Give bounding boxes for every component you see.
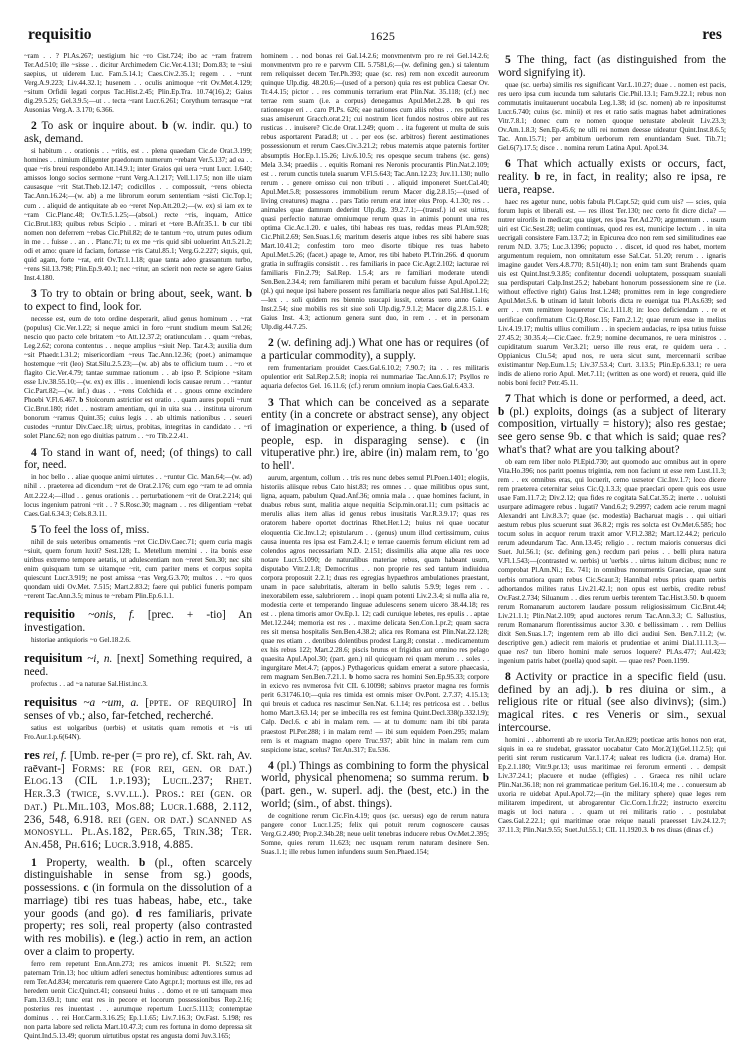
sense-heading: 3 To try to obtain or bring about, seek, want. b to expect to find, look for. xyxy=(24,286,252,313)
sense-heading: 6 That which actually exists or occurs, fact, reality. b re, in fact, in reality; also re ipsa, re uera, reapse. xyxy=(498,157,726,196)
citation-block: haec res agetur nunc, uobis fabula Pl.Capt.52; quid cum uis? — scies, quia forum lupis et liberali est. — res illost Ter.130; nec certo fit dicre dicla? — nutrer uirorils in medicat; qua uiget, res ipsa Ter.Ad.270; argumentum . . usum uiri est Cic.Sest.28; uelim continuas, quod res est, municipe lectum . . in uita uecrigali consistere Fam.13.7.2; in Epicurea dco non rem sed similitudines eae rerum N.D. 3.75; Luc.3.1396; popucto . . discet, id quod res habet, mortem argumentum requiem, non omnitatum esse Sal.Cat. 51.20; rerum . . ignaris imagine gaudet Vers.4.8.770; 8.51(40).1; non enim tam sunt Brahends quam uis est Quint.Inst.9.3.85; confitentur docendi uoluptatem, possquam suauiali sua perdisputari Calp.Inst.25.2; habebant honorum possessionem sine re (i.e. without effective right) Gaius Inst.1.248; promittes rem in lege congrediere Apul.Met.5.6. b utinam id latuit loboris dicta re euenigat tua Pl.As.639; sed errr . . rvm remittere loqueretur Cic.1.111.8; in: loco deficiendam . . re et uerificae confirmatum Cic.Q.Rosc.15; Fam.2.1.2; quae rerum esse in melius Liv.4.19.17; multis ullius comilium . . in speciem audacias, re ipsa tutius fuisse 27.45.2; 30.35.4;—Cic.Caec. fr.2.9; nomine decumanos, re uera ministros . . cupiditatum suarum Ver.3.21; uerso ille reus erat, re quidem uera . . Oppianicus Clu.54; apud nos, re uera sicut sunt, mercennarii scribae existimantur Nep.Eum.1.5; Liv.37.53.4; Curt. 3.13.5; Plin.Ep.6.33.1; re uera indis de alieno rorio Apul. Met.7.11; (written as one word) et reuera, quid ille nobis boni fecit? Petr.45.11. xyxy=(498,197,726,387)
entry-etymology: [next] xyxy=(116,653,144,666)
sense-heading: 5 The thing, fact (as distinguished from the word signifying it). xyxy=(498,53,726,79)
citation-block: de cognitione rerum Cic.Fin.4.19; quos (sc. uersus) ego de rerum natura pangere conor Lucr.1.25; felix qui potuit rerum cognoscere causas Verg.G.2.490; Prop.2.34b.28; neue uelit tenebras inducere rebus Ov.Met.2.395; Somne, quies rerum 11.623; nec usquam rerum naturam desinere Sen. Suas.1.1; ille rebus lumen infundens suum Sen.Phaed.154; xyxy=(261,811,489,857)
column-2 xyxy=(261,52,489,952)
column-3 xyxy=(498,52,726,952)
citation-block: necesse est, eum de toto ordine desperarit, aliud genus hominum . . ~rat (populus) Cic.Ver.1.22; si neque amici in foro ~runt studium meum Sal.26; nescio quo pacto cele britatem ~to Att.12.37.2; oratiunculam . . quam ~rebas, Leg.2.62; corona contentus . . neque amplius ~siuit Nep. Tar.4.3; auxilia dum ~sit Phaedr.1.31.2; misericordiam ~reus Tac.Ann.12.36; (poet.) animamque hostemque ~rit (leo) Stat.Silu.2.5.23;—(w. ab) abs te officium tuum . . ~ro et flagito Cic.Ver.4.79; tantae summae rationum . . ab ipso P. Scipione ~sitam esse Liv.38.55.10;—(w. ex) ex illis . . inueniendi locis causae rerum . . ~rantur Cic.Part.82;—(w. inf.) duas . . ~rens Colchida et . . gnous omne excindere Phoebi V.Fl.6.467. b Stoicorum astrictior est oratio . . quam aures populi ~runt Cic.Brut.180; ridet . . nostram amentiam, qui in uita sua . . instituta uirorum bonorum ~ramus Quint.35; cuius legis . . ab ultimis nationibus . . seueri custodes ~runtur Div.Caec.18; uirtus, probitas, integritas in candidato . . ~ri solet Planc.62; non ego diuitias patrum . . ~ro Tib.2.2.41. xyxy=(24,314,252,441)
citation-block: ~ram . . ? Pl.As.267; uestigium hic ~ro Cist.724; ibo ac ~ram fratrem Ter.Ad.510; ille ~sisse . . dicitur Archimedem Cic.Ver.4.131; Dom.83; te ~siui saepius, ut uiderem Luc. Fam.5.14.1; Caes.Civ.2.35.1; regem . . ~runt Verg.A.9.223; Liv.44.32.1; husenem . . oculis animoque ~rit Ov.Met.4.129; ~situm Orfidii legati corpus Tac.Hist.2.45; Plin.Ep.Tra. 10.74(16).2; Gaius dig.29.5.25; Gel.3.9.5;—ut . . tecta ~rant Lucr.6.261; Corythum terrasque ~rat Ausonias Verg.A. 3.170; 6.366. xyxy=(24,52,252,115)
running-head-left: requisitio xyxy=(28,26,92,43)
sense-heading: 5 To feel the loss of, miss. xyxy=(31,522,150,536)
sense-heading: 4 (pl.) Things as combining to form the physical world, physical phenomena; so summa rerum. b (part. gen., w. superl. adj. the (best, etc.) in the world; (sim., of abst. things). xyxy=(261,758,489,810)
citation-block: ferro rem repetunt Enn.Ann.273; res amicos inuenit Pl. St.522; rem paternam Trin.13; hoc ultium adferi senectus hominibus: adtentiores sumus ad rem Ter.Ad.834; mercaturis rem quaerere Cato Agr.pr.1; mortuus est ille, res ad heredem uenit Cic.Quinct.41; consueui huius . . domo et re uti tamquam mea Fam.13.69.1; tunc erat res in pecore et locorum possessionibus Rep.2.16; posterius res inuentast . . aurumque repertum Lucr.5.1113; contemptae dominus . . rei Hor.Carm.3.16.25; Ep.1.1.65; Liv.7.16.3; Ov.Fast. 5.198; res non parta labore sed relicta Mart.10.47.3; cum res fortuna in domo depressa sit Quint.Ind.5.13.49; quorum uirtutibus opstat res angusta domi Juv.3.165; xyxy=(24,959,252,1041)
sense-heading: 2 (w. defining adj.) What one has or requires (of a particular commodity), a supply. xyxy=(261,336,489,363)
dictionary-entry-res xyxy=(24,749,252,852)
entry-definition: An investigation. xyxy=(24,609,252,634)
citation-block: si habitum . . orationis . . ~ritis, est . . plena quaedam Cic.de Orat.3.199; homines . . nimium diligenter praedonum numerum ~rebant Ver.5.137; ad ea . . quae ~ris breui respondebo Att.14.9.1; inter Graios qui uera ~runt Lucr. 1.640; amissos longo socios sermone ~runt Verg.A.1.217; Vell.1.17.5; non ille uiam causasque ~rit Stat.Theb.12.147; codicillos . . compossuit, ~rens obiecta Tac.Ann.16.24;—(w. ab) a me librorum eorum sententiam ~sisti Cic.Top.1; cum . . aliquid de antiquitate ab eo ~reret Nep.Att.20.2;—(w. ex) si iam ex te ~ram Cic.Planc.48; Ov.Tr.5.1.25;—(absol.) recte ~ris, inquam, Attice Cic.Brut.183; quibus rebus Scipio . . mirari et ~tere B.Afr.35.1. b cur tibi nomen non deferrem ~rebas Cic.Phil.82; de te tantum ~ro, utrum putes odium in me . . fuisse . . an . . Planc.71; tu ex me ~ris quid sibi uoluerint Att.5.21.2; odi et amo: quare id faciam, fortasse ~ris Catul.85.1; Verg.G.2.227; siquis, qui, quid agam, forte ~rat, erit Ov.Tr.1.1.18; quae tanta adeo grassantum turbo, ~rens Sil.13.798; Plin.Ep.9.40.1; nec ~ritur, an scierit non recte se agere Gaius Inst.4.180. xyxy=(24,147,252,282)
citation-block: rem frumentariam prouidet Caes.Gal.6.10.2; 7.90.7; ita . . res militaris opulentior erit Sal.Rep.2.5.8; inopia rei nummariae Tac.Ann.6.17; Psyllos re aquaria defectos Gel. 16.11.6; (cf.) rerum omnium inopia Caes.Gal.6.43.3. xyxy=(261,364,489,391)
citation-block: quae (sc. uerba) similis res significant Var.L.10.27; duae . . nomen est pacis, res uero ipsa cum iucunda tum salutaris Cic.Phil.13.1; Fam.9.22.1; rebus non commutatis inuitauerunt uocabula Leg.1.38; id (sc. nomen) ab re inpositumst Lucr.6.740; cuius (sc. minii) et res et ratio satis magnas habet admirationes Vitr.7.8.1; donec cum re nomen quoque uetustate aboleuit Liv.23.3; Ov.Am.1.8.3; Sen.Ep.45.6; ne ulli rei nomen deesse uideatur Quint.Inst.8.6.5; Tac. Ann.15.71; per ambitum uerborum rem enuntiandam Suet. Tib.71; Gel.6(7).17.5; disce . . nomina rerum Latina Apul. Apol.34. xyxy=(498,80,726,153)
citation-block: ob eam rem liber nolo Pl.Epid.730; aut quomodo auc omnibus aut in opere Vita.Ho.396; nos paritt poenus trigintia, rem non faciunt ut esse rem Lust.11.3; rem . . ex omnibus eras, qui locuerit, cemo usrsetor Cic.Inv.1.7; loco dicere rem praeterea ceternitar seius Cic.Q.1.3.3; quae praeclari opere quis eos usue usae Fam.11.7.2; Div.2.12; qua fides re cogitata Sal.Cat.35.2; inerte . . uoluisti usurpare adimagere rebus . lugati? Vand.6.2; 9.2997; cadem acie rerum magni Alexandri ant Liv.8.3.7; quae (sc. modestia) Bacharuat magis . . qui uitiari aestum rebus plus scuerunt suat 36.8.2; rrgis res solcta est Ov.Met.6.585; hoc tocum solus in acquor rerum traxit amor V.Fl.2.382; Mart.12.44.2; periculo rerum adeundarum Tac. Ann.13.45; religio . . rectum maioris conuersus dici Suet. Jul.56.1; (sc. defining gen.) recdum pari peius . . belli plura natura V.Fl.1.543;—(contrasted w. uerbis) ut 'uerbis . . uirtus iuitum dicibus; nunc re comprobat Pl.Am.Ni.; Ex. 741; in omnibus monumentis Graeciae, quae sunt uerbis ornatiora quam rebus Cic.Scaur.3; Hannibal rebus prius quam uerbis adhortandos milites ratus Liv.21.42.1; non opus est uerbis, credite rebus! Ov.Fast.2.734; Siluanum . . dies rerum uerbis terentem Tac.Hist.3.50. b quoem rerum Romanarum auctorem laudare possum religiosissimum Cic.Brut.44; Liv.21.1.1; Plin.Nat.2.109; apud auctores rerum Tac.Ann.3.3; C. Sallustius, rerum Romanarum florentissimus auctor 3.30. c bellissimam . . rem Dellius dixit Sen.Suas.1.7; ingentem rem ab illo dici audiui Sen. Ben.7.11.2; (w. descriptive gen.) adiecit rem maioris et prudentiae et animi Dial.11.11.3;—quae res? tun libero homini male seruos loquere? Pl.As.477; Aul.423; ingenium patris habet (puella) quod sapit. — quae res? Poen.1199. xyxy=(498,457,727,665)
citation-block: satius est uolgaribus (uerbis) et usitatis quam remotis et ~is uti Fro.Aur.1.p.6(64N). xyxy=(24,723,252,742)
entry-etymology: [ppte. of requiro] xyxy=(145,697,237,710)
entry-forms: ~i, n. xyxy=(87,653,113,666)
headword: res xyxy=(24,748,40,763)
page-number: 1625 xyxy=(370,29,396,43)
headword: requisitum xyxy=(24,651,83,666)
entry-forms: ~a ~um, a. xyxy=(83,697,139,710)
citation-block: in hoc bello . . aliae quoque animi uirtutes . . ~runtur Cic. Man.64;—(w. ad) nihil . . praeterea ad dicendum ~ret de Orat.2.176; cum ego ~ram te ad omnia Att.2.22.4;—illud . . genus orationis . . perturbationem ~rit de Orat.2.214; qui locus ingenium patroni ~rit . . ? S.Rosc.30; magnam . . res diligentiam ~rebat Caes.Gal.6.34.3; Cels.8.3.11. xyxy=(24,473,252,518)
sense-heading: 3 That which can be conceived as a separate entity (in a concrete or abstract sense), any object of imagination or experience, a thing. b (used of people, esp. in disparaging sense). c (in vituperative phr.) ire, abire (in) malam rem, to 'go to hell'. xyxy=(261,395,490,473)
entry-definition: In senses of vb.; also, far-fetched, recherché. xyxy=(24,697,252,722)
citation-block: homini . . abhorrenti ab re uxoria Ter.An.829; poeticae artis honos non erat, siquis in ea re studebat, grassator uocabatur Cato Mor.2(1)(Gel.11.2.5); qui periti sint rerum rusticarum Var.1.17.4; ualeat res ludicra (i.e. drama) Hor. Ep.2.1.180; Vitr.9.pr.13; usus maritimae rei ferorum ermenti . . dempsit Liv.37.24.1; placuere et nudae (effigies) . . Graeca res nihil uclare Plin.Nat.36.18; non rei grammaticae peritum Gel.16.10.4; me . . conuersum ab uxoria re uidebat Apul.Apol.72;—(in the military sphere) quae leges rem militarem impedirent, ut abrogarentur Cic.Corn.1.fr.22; instructo exercitu magis ut loci natura . . quam ut rei militaris ratio . . postulabat Caes.Gal.2.22.1; qui maritimae orae reique nauali praeesset Liv.24.12.7; 37.11.3; Plin.Nat.9.55; Suet.Jul.55.1; CIL 11.1920.3. b res diuas (dinas cf.) xyxy=(498,735,726,835)
citation-block: historiae antiquioris ~o Gel.18.2.6. xyxy=(31,636,131,645)
dictionary-entry-requisitio xyxy=(24,608,252,634)
entry-forms: rei, f. xyxy=(42,750,67,763)
dictionary-entry-requisitus xyxy=(24,696,252,722)
sense-heading: 8 Activity or practice in a specific field (usu. defined by an adj.). b res diuina or sim., a religious rite or ritual (see also divinvs); (sim.) magical rites. c res Veneris or sim., sexual intercourse. xyxy=(498,669,726,734)
headword: requisitus xyxy=(24,695,78,710)
sense-heading: 1 Property, wealth. b (pl., often scarcely distinguishable in sense from sg.) goods, possessions. c (in formula on the dissolution of a marriage) tibi res tuas habeas, habe, etc., take your goods (and go). d res familiaris, private property; res soli, real property (also contrasted with res mobilis). e (leg.) actio in rem, an action over a claim to property. xyxy=(24,855,253,958)
entry-forms-note: Forms: re (for rei, gen. or dat.) Elog.13 (CIL 1.p.193); Lucil.237; Rhet. Her.3.3 (twice, s.vv.ll.). Pros.: rei (gen. or dat.) Pl.Mil.103, Mos.88; Lucr.1.688, 2.112, 236, 548, 6.918. rei (gen. or dat.) scanned as monosyll. Pl.As.182, Per.65, Trin.38; Ter. An.458, Ph.616; Lucr.3.918, 4.885. xyxy=(24,762,253,851)
running-head xyxy=(28,26,722,46)
entry-etymology: [Umb. re-per (= pro re), cf. Skt. rah, Av. raēvant-] xyxy=(24,750,253,775)
column-container xyxy=(24,52,728,1041)
running-head-right: res xyxy=(702,26,722,43)
sense-heading: 4 To stand in want of, need; (of things) to call for, need. xyxy=(24,445,252,472)
citation-block: profectus . . ad ~a naturae Sal.Hist.inc.3. xyxy=(31,680,148,689)
citation-block: nihil de suis ueteribus ornamentis ~ret Cic.Div.Caec.71; quem curia magis ~siuit, quem forum luxit? Sest.128; L. Metellum memini . . ita bonis esse uiribus extremo tempore aetatis, ut adulescentiam non ~reret Sen.30; nec sibi enim quisquam tum se uitamque ~rit, cum pariter mens et corpus sopita quiescunt Lucr.3.919; ne post amissa ~ras Verg.G.3.70; multos . . ~ro quos quondam uidi Ov.Met. 7.515; Mart.2.83.2; faere qui publici funeris pompam ~rerent Tac.Ann.3.5; minus te ~rebam Plin.Ep.6.1.1. xyxy=(24,537,252,601)
headword: requisitio xyxy=(24,607,76,622)
entry-forms: ~onis, f. xyxy=(88,609,135,622)
column-1 xyxy=(24,52,253,1041)
entry-etymology: [prec. + -tio] xyxy=(147,609,226,622)
dictionary-entry-requisitum xyxy=(24,652,252,678)
citation-block: aurum, argentum, collum . . tris res nunc debes semul Pl.Poen.1401; elogiis, historiis aliisque rebus Cato hist.83; res omnes . . quae militibus opus sunt, ligna, aquam, pabulum Quad.Anf.36; omnia mala . . quae homines faciunt, in duabus rebus sunt, malitia atque nequitia Scip.min.orat.11; cum psittacis ac merulis alias item alias id genus rebus inusitatis Var.R.3.9.17; quas res oratorem habere oportet doctrinas Rhet.Her.1.2; huius rei quae uocatur eloquentia Cic.Inv.1.2; epistularum . . (genus) unum illud certissimum, cuius causa inuenta res ipsa est Fam.2.4.1; e terrae cauernis ferrum eliciunt rem ad colendos agros necessariam N.D. 2.151; dissimilis alia atque alia res uoce notare Lucr.5.1090; de naturalibus materiae rebus, quam habeant usum, disputabo Vitr.2.1.8; Democritus . . non proprie res sed tantum indiuidua corpora proposuit 2.2.1; duas res egregias hypaethros ambulationes praestant, unam in pace salubritatis, alteram in bello salutis 5.9.9; leges rem . . inexorabilem esse, salubriorem . . inopi quam potenti Liv.2.3.4; si nulla alia re, modestia certe et temperando linguae adulescens senem uicero 38.44.18; res est . . plena timoris amor Ov.Ep.1. 12; cadi curuique lebetes, res epulis . . aptae Met.12.244; memoria est res . . maxime delicata Sen.Con.1.pr.2; quam sacra res sit mensa hospitalis Sen.Ben.4.38.2; alica res Romana est Plin.Nat.22.128; quae res etiam . . dentibus dolentibus prodest Larg.8; constat . . medicamentum ex his rebus 122; Mart.2.28.6; piscis brutus et frigidus aut omnino res pelago quaesita Apul.Apol.30; (part. gen.) nil quicquam rei quam merum . . soles . . ingurgitare Met.4.7; (appos.) Pythagoricus quidam emerat a sutore phaecasia, rem magnam Sen.Ben.7.21.1. b homo sacra res homini Sen.Ep.95.33; corpore in exicvo res nvmerosa fvit CIL 6.10098; sabinvs praetor magna res formis perit 6.31746.10;—quia res timida est omnis miser Ov.Pont. 2.7.37; 4.15.13; qui breuis et caduca res nascimur Sen.Nat. 6.1.14; res petricosa est . . bellus homo Mart.3.63.14; per se imbecilla res est femina Quint.Decl.338(p.332.l.9); Calp. Decl.6. c abi in malam rem. — at tu domum: nam ibi tibi parata praestost Pl.Per.288; i in malam rem! — ibi sum equidem Poen.295; malam rem is et magnam magno opere Truc.937; abiit hinc in malam rem cum suspicione istac, scelus? Ter.An.317; Eu.536. xyxy=(261,474,490,754)
sense-heading: 2 To ask or inquire about. b (w. indir. qu.) to ask, demand. xyxy=(24,119,252,146)
sense-heading: 7 That which is done or performed, a deed, act. b (pl.) exploits, doings (as a subject of literary composition, virtually = history); also res gestae; see gero sense 9b. c that which is said; quae res? what's that? what are you talking about? xyxy=(498,391,726,456)
entry-definition: Something required, a need. xyxy=(24,653,253,678)
citation-block: hominem . . nod bonas rei Gal.14.2.6; monvmentvm pro re rei Gel.14.2.6; monvmentvm pro re e parvvm CIL 5.7581,6;—(w. defining gen.) si talentum rem reliquisset decem Ter.Ph.393; quae (sc. res) rem non excedit aureorum quinque Ulp.dig. 48.20.6;—(used of a person) quia res est publica Caesar Ov. Tr.4.4.15; pictor . . res communis terrarium erat Plin.Nat. 35.118; (cf.) nec terrae rem suam (i.e. a corpus) denegamus Apul.Met.2.28. b qui res rationesque eri . . caro Pl.Ps. 626; eae nationes cum aliis rebus . . res publicas suas amiserunt Gracch.orat.21; cui nostrum licet fundos nostros obire aut res rusticas . . inuisere? Cic.de Orat.1.249; quom . . ita fugerent ut multa de suis rebus asportarent Parad.8; ut . . per eos (sc. arbitros) fierent aestimationes possessionum et rerum Caes.Civ.3.21.2; rebus maternis atque paternis fortiter absumptis Hor.Ep.1.15.26; Liv.6.10.5; res opesque secum trahens (sc. gens) Mela 3.34; praediis . . equitis Romani res Neronis procurantis Plin.Nat.2.109; est . . rerum cunctis tutela suarum V.Fl.5.643; Tac.Ann.12.23; Juv.11.130; nullo rerum . . genere omisso cui non tributi . . aliquid imponeret Suet.Cal.40; Apul.Met.5.8; possessores immobilium rerum Macer dig.2.8.15;—(used of living creatures) magna . . pars Tatio rerum erat inter eius Prop. 4.1.30; res . . animales quae damnum dederint Ulp.dig. 39.2.7.1;—(transf.) id est uirtus, quasi perfectio naturae omniumque rerum quas in animis ponunt una res optima Cic.Ac.1.20. c uales, tibi habeas res tuas, reddas meas Pl.Am.928; Cic.Phil.2.69; Sen.Suas.1.6; maritum deseris atque iubes res sibi habere suas Mart.10.41.2; confestim toro meo disorte tibique res tuas habeto Apul.Met.5.26; (facet.) apage te, Amor, res tibi habeto Pl.Trin.266. d quorum gratia in suffragiis consistit . . res familiaris in pace Cic.Agr.2.102; iacturae rei familiaris Fin.2.79; Sal.Rep. 1.5.4; ars re familiari moderate utendi Sen.Ben.2.34.4; rem familiarem mihi peram et baculum fuisse Apul.Apol.22; (pl.) qui neque ipsi habere possent res familiaria neque alios pati Sal.Hist.1.16;—lex . . soli quidem res biennio usucapi iussit, ceteras uero anno Gaius Inst.2.54; siue mobilis res sit siue soli Ulp.dig.7.9.1.2; Macer dig.2.8.15.1. e Gaius Inst. 4.3; actionum genera sunt duo, in rem . . et in personam Ulp.dig.44.7.25. xyxy=(261,52,490,332)
